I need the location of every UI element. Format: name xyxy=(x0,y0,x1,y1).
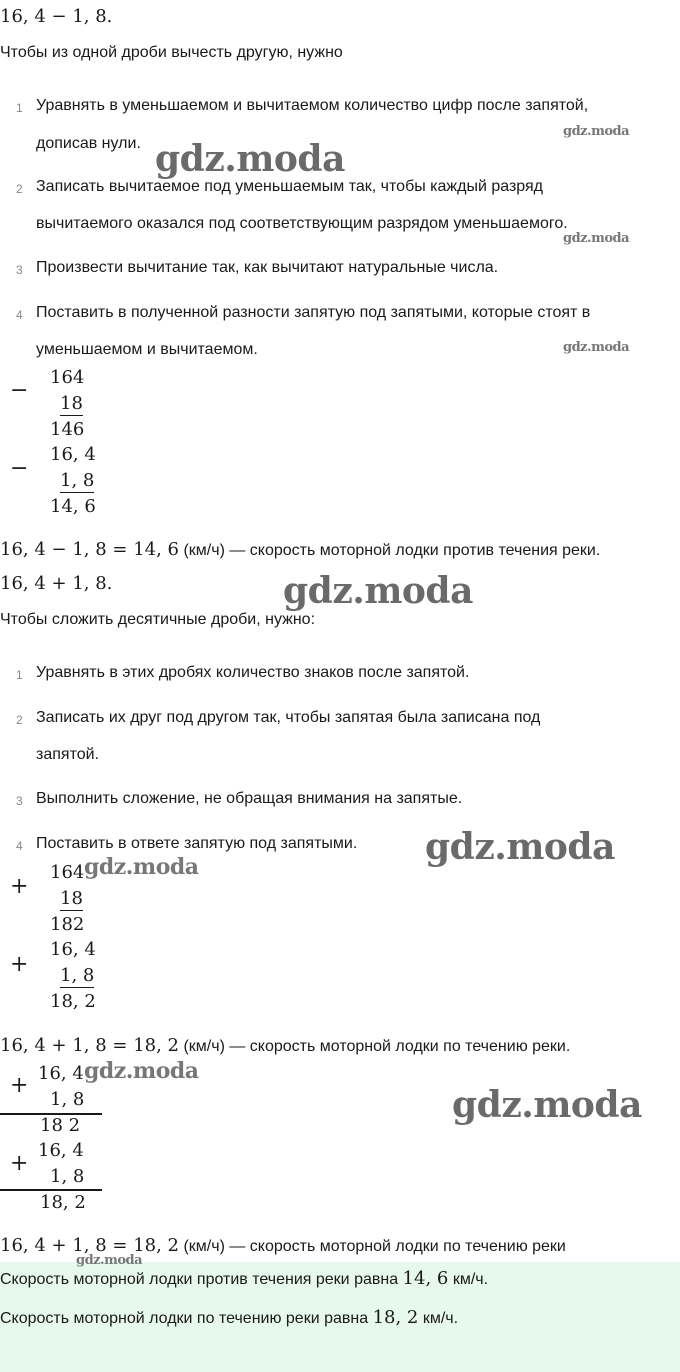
expression-addition: 16, 4 + 1, 8. xyxy=(0,573,113,594)
addend-2: 1, 8 xyxy=(60,965,95,986)
answer-text: Скорость моторной лодки против течения реки равна xyxy=(0,1271,399,1288)
result-caption: (км/ч) — скорость моторной лодки по течению реки xyxy=(183,1238,566,1255)
minus-sign: − xyxy=(10,456,29,481)
step-text: уменьшаемом и вычитаемом. xyxy=(36,341,258,358)
step-number: 1 xyxy=(16,101,23,115)
result-equation: 16, 4 − 1, 8 = 14, 6 xyxy=(0,539,179,560)
answer-line-1 xyxy=(0,1268,488,1289)
difference: 14, 6 xyxy=(50,496,96,517)
sum-line xyxy=(0,1189,102,1191)
watermark: gdz.moda xyxy=(452,1084,642,1126)
watermark: gdz.moda xyxy=(84,854,199,880)
minuend: 164 xyxy=(50,367,85,388)
addend-2: 18 xyxy=(60,888,83,909)
plus-sign: + xyxy=(10,952,29,977)
step-text: Произвести вычитание так, как вычитают натуральные числа. xyxy=(36,259,499,276)
step-text: Поставить в ответе запятую под запятыми. xyxy=(36,835,358,852)
watermark: gdz.moda xyxy=(563,124,630,139)
intro-addition: Чтобы сложить десятичные дроби, нужно: xyxy=(0,611,316,628)
addend-2: 1, 8 xyxy=(50,1089,85,1110)
step-text: Поставить в полученной разности запятую под запятыми, которые стоят в xyxy=(36,304,591,321)
minuend: 16, 4 xyxy=(50,444,96,465)
answer-unit: км/ч. xyxy=(422,1310,459,1327)
step-text: Выполнить сложение, не обращая внимания на запятые. xyxy=(36,790,463,807)
result-addition xyxy=(0,1035,570,1056)
answer-unit: км/ч. xyxy=(452,1271,489,1288)
addend-1: 16, 4 xyxy=(38,1140,84,1161)
expression-subtraction: 16, 4 − 1, 8. xyxy=(0,6,113,27)
result-caption: (км/ч) — скорость моторной лодки по течению реки. xyxy=(183,1038,571,1055)
watermark: gdz.moda xyxy=(563,340,630,355)
step-number: 2 xyxy=(16,182,23,196)
subtrahend: 1, 8 xyxy=(60,470,95,491)
step-text: вычитаемого оказался под соответствующим разрядом уменьшаемого. xyxy=(36,215,568,232)
addend-1: 16, 4 xyxy=(38,1063,84,1084)
step-number: 3 xyxy=(16,794,23,808)
plus-sign: + xyxy=(10,874,29,899)
minus-sign: − xyxy=(10,378,29,403)
watermark: gdz.moda xyxy=(425,826,615,868)
answer-line-2 xyxy=(0,1307,458,1328)
result-equation: 16, 4 + 1, 8 = 18, 2 xyxy=(0,1035,179,1056)
step-number: 4 xyxy=(16,839,23,853)
step-number: 2 xyxy=(16,713,23,727)
result-equation: 16, 4 + 1, 8 = 18, 2 xyxy=(0,1235,179,1256)
step-text: Записать вычитаемое под уменьшаемым так, чтобы каждый разряд xyxy=(36,178,544,195)
step-number: 1 xyxy=(16,668,23,682)
addend-1: 164 xyxy=(50,862,85,883)
addend-1: 16, 4 xyxy=(50,939,96,960)
answer-text: Скорость моторной лодки по течению реки равна xyxy=(0,1310,369,1327)
step-text: Уравнять в этих дробях количество знаков после запятой. xyxy=(36,664,470,681)
watermark: gdz.moda xyxy=(283,570,473,612)
addend-2: 1, 8 xyxy=(50,1166,85,1187)
step-text: дописав нули. xyxy=(36,135,141,152)
step-number: 4 xyxy=(16,308,23,322)
sum: 18, 2 xyxy=(50,991,96,1012)
subtrahend: 18 xyxy=(60,393,83,414)
watermark: gdz.moda xyxy=(76,1253,143,1268)
answer-value: 18, 2 xyxy=(372,1307,419,1328)
step-text: Записать их друг под другом так, чтобы запятая была записана под xyxy=(36,709,541,726)
difference: 146 xyxy=(50,419,85,440)
step-number: 3 xyxy=(16,263,23,277)
watermark: gdz.moda xyxy=(155,138,345,180)
watermark: gdz.moda xyxy=(563,231,630,246)
result-subtraction xyxy=(0,539,600,560)
intro-subtraction: Чтобы из одной дроби вычесть другую, нужно xyxy=(0,44,343,61)
sum: 18 2 xyxy=(40,1115,81,1136)
answer-value: 14, 6 xyxy=(402,1268,449,1289)
watermark: gdz.moda xyxy=(84,1058,199,1084)
plus-sign: + xyxy=(10,1073,29,1098)
step-text: запятой. xyxy=(36,746,99,763)
step-text: Уравнять в уменьшаемом и вычитаемом количество цифр после запятой, xyxy=(36,97,589,114)
plus-sign: + xyxy=(10,1151,29,1176)
sum: 18, 2 xyxy=(40,1192,86,1213)
sum: 182 xyxy=(50,914,85,935)
result-caption: (км/ч) — скорость моторной лодки против течения реки. xyxy=(183,542,601,559)
